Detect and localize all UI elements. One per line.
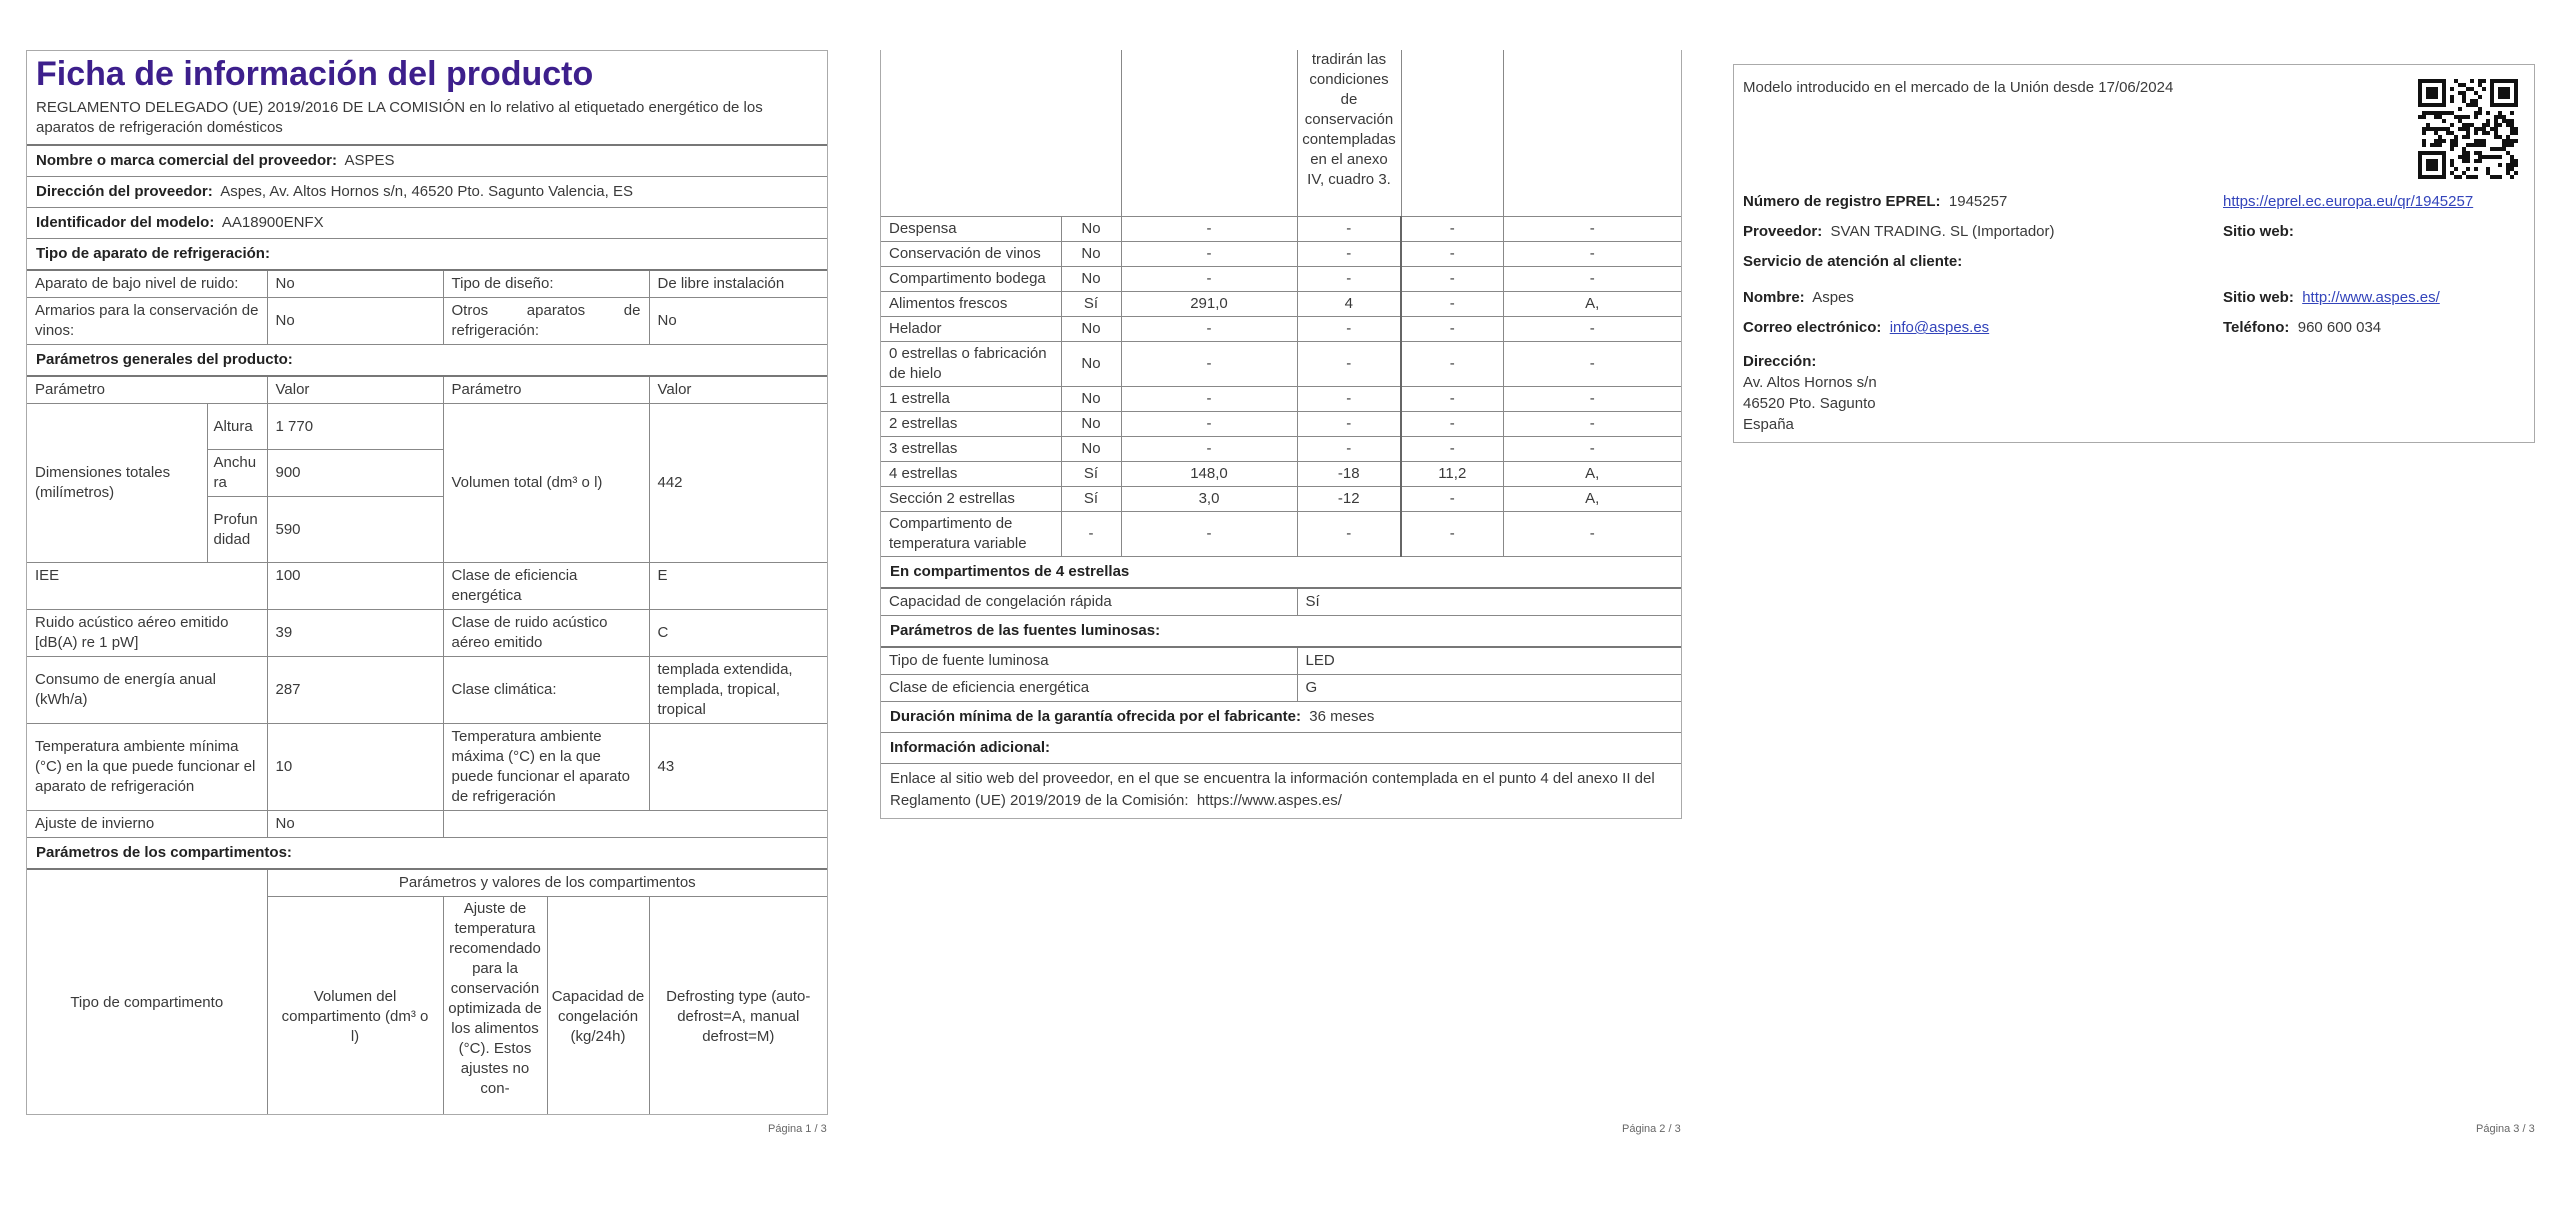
compartment-present: Sí xyxy=(1061,291,1121,316)
compartment-temp: - xyxy=(1297,411,1401,436)
supplier-website-link[interactable]: https://www.aspes.es/ xyxy=(1196,791,1342,809)
compartment-freeze: - xyxy=(1401,511,1503,556)
compartment-temp: - xyxy=(1297,341,1401,386)
compartment-name: 3 estrellas xyxy=(881,436,1061,461)
model-value: AA18900ENFX xyxy=(221,214,324,231)
page-number-3: Página 3 / 3 xyxy=(2476,1123,2535,1135)
provider-row: Proveedor: SVAN TRADING. SL (Importador) Sitio web: xyxy=(1743,223,2294,240)
compartment-defrost: - xyxy=(1503,216,1681,241)
regulation-text: REGLAMENTO DELEGADO (UE) 2019/2016 DE LA COMISIÓN en lo relativo al etiquetado energético de los aparatos de refrigeración domésticos xyxy=(36,99,763,136)
compartment-row xyxy=(881,486,1681,511)
compartment-present: - xyxy=(1061,511,1121,556)
compartment-name: 1 estrella xyxy=(881,386,1061,411)
page-title: Ficha de información del producto xyxy=(36,55,594,93)
appliance-type-table: Aparato de bajo nivel de ruido: No Tipo de diseño: De libre instalación Armarios para la conservación de vinos: No Otros aparatos de refrigeración: No xyxy=(27,269,827,345)
compartment-temp: -18 xyxy=(1297,461,1401,486)
compartment-row xyxy=(881,266,1681,291)
compartment-present: No xyxy=(1061,386,1121,411)
email-link[interactable]: info@aspes.es xyxy=(1889,319,1990,336)
compartment-temp: - xyxy=(1297,386,1401,411)
compartment-freeze: - xyxy=(1401,291,1503,316)
compartment-volume: - xyxy=(1121,511,1297,556)
compartment-defrost: A, xyxy=(1503,291,1681,316)
compartment-row xyxy=(881,241,1681,266)
compartment-present: No xyxy=(1061,216,1121,241)
compartment-present: Sí xyxy=(1061,486,1121,511)
compartment-temp: - xyxy=(1297,241,1401,266)
volume-value: 442 xyxy=(649,404,827,563)
compartment-freeze: - xyxy=(1401,486,1503,511)
height-value: 1 770 xyxy=(267,404,443,450)
winter-value: No xyxy=(267,811,443,838)
compartment-header-table: Tipo de compartimento Parámetros y valores de los compartimentos Volumen del compartimento (dm³ o l) Ajuste de temperatura recomendado para la conservación optimizada de los alimentos (°C). Estos ajustes no con- Capacidad de congelación (kg/24h) Defrosting type (auto-defrost=A, manual defrost=M) xyxy=(27,868,827,1115)
width-value: 900 xyxy=(267,450,443,497)
compartment-row xyxy=(881,411,1681,436)
compartment-volume: 3,0 xyxy=(1121,486,1297,511)
noise-class-value: C xyxy=(649,610,827,657)
compartment-defrost: A, xyxy=(1503,461,1681,486)
compartment-name: 0 estrellas o fabricación de hielo xyxy=(881,341,1061,386)
compartment-defrost: - xyxy=(1503,341,1681,386)
depth-value: 590 xyxy=(267,497,443,563)
compartment-name: 2 estrellas xyxy=(881,411,1061,436)
qr-code-icon[interactable] xyxy=(2418,79,2518,179)
address-value: Aspes, Av. Altos Hornos s/n, 46520 Pto. Sagunto Valencia, ES xyxy=(220,183,633,200)
general-params-heading: Parámetros generales del producto: xyxy=(36,351,293,368)
compartment-defrost: - xyxy=(1503,316,1681,341)
compartment-freeze: 11,2 xyxy=(1401,461,1503,486)
compartment-volume: - xyxy=(1121,216,1297,241)
compartment-row xyxy=(881,511,1681,556)
compartment-temp: 4 xyxy=(1297,291,1401,316)
light-class-value: G xyxy=(1297,674,1681,701)
compartment-volume: - xyxy=(1121,411,1297,436)
compartment-name: Helador xyxy=(881,316,1061,341)
four-star-heading: En compartimentos de 4 estrellas xyxy=(890,562,1130,580)
compartment-temp: - xyxy=(1297,436,1401,461)
compartment-temp: - xyxy=(1297,511,1401,556)
compartment-defrost: - xyxy=(1503,511,1681,556)
compartment-present: No xyxy=(1061,411,1121,436)
compartment-row xyxy=(881,316,1681,341)
provider-value: SVAN TRADING. SL (Importador) xyxy=(1830,223,2055,240)
address-row: Dirección del proveedor: Aspes, Av. Altos Hornos s/n, 46520 Pto. Sagunto Valencia, ES xyxy=(27,176,827,207)
compartment-row xyxy=(881,436,1681,461)
website-link[interactable]: http://www.aspes.es/ xyxy=(2302,289,2440,306)
compartment-row xyxy=(881,386,1681,411)
max-temp-value: 43 xyxy=(649,724,827,811)
name-value: Aspes xyxy=(1812,289,1854,306)
compartment-freeze: - xyxy=(1401,241,1503,266)
noise-value: 39 xyxy=(267,610,443,657)
iee-value: 100 xyxy=(267,563,443,610)
compartment-volume: - xyxy=(1121,241,1297,266)
compartment-name: 4 estrellas xyxy=(881,461,1061,486)
energy-class-value: E xyxy=(649,563,827,610)
compartment-volume: - xyxy=(1121,436,1297,461)
supplier-row: Nombre o marca comercial del proveedor: ASPES xyxy=(27,144,827,176)
min-temp-value: 10 xyxy=(267,724,443,811)
compartment-name: Conservación de vinos xyxy=(881,241,1061,266)
compartment-defrost: - xyxy=(1503,241,1681,266)
page-number-2: Página 2 / 3 xyxy=(1622,1123,1681,1135)
compartment-volume: 148,0 xyxy=(1121,461,1297,486)
compartment-freeze: - xyxy=(1401,436,1503,461)
compartment-row xyxy=(881,461,1681,486)
light-params-heading: Parámetros de las fuentes luminosas: xyxy=(890,621,1161,639)
compartment-present: No xyxy=(1061,241,1121,266)
compartment-name: Despensa xyxy=(881,216,1061,241)
general-params-table: Parámetro Valor Parámetro Valor Dimensiones totales (milímetros) Altura 1 770 Volumen total (dm³ o l) 442 Anchura 900 Profundidad 590 IEE 100 Clase de eficiencia energética E Ruido acústico aéreo emitido [dB(A) re 1 pW] 39 Clase de ruido acústico aéreo emitido C Consumo de energía anual (kWh/a) 287 Clase climática: templada extendida, templada, tropical, tropical Temperatura ambiente mínima (°C) en la que puede funcionar el aparato de refrigeración 10 Temperatura ambiente máxima (°C) en la que puede funcionar el aparato de refrigeración 43 Ajuste de invierno No xyxy=(27,375,827,838)
fast-freeze-table: Capacidad de congelación rápida Sí xyxy=(881,587,1681,616)
compartment-volume: - xyxy=(1121,266,1297,291)
address-block: Dirección: Av. Altos Hornos s/n 46520 Pto. Sagunto España xyxy=(1743,353,1877,433)
page-3 xyxy=(1733,64,2535,443)
eprel-row: Número de registro EPREL: 1945257 https://eprel.ec.europa.eu/qr/1945257 xyxy=(1734,187,2534,217)
compartment-temp: - xyxy=(1297,216,1401,241)
light-table: Tipo de fuente luminosa LED Clase de eficiencia energética G xyxy=(881,646,1681,702)
warranty-value: 36 meses xyxy=(1309,707,1375,725)
additional-info-text: Enlace al sitio web del proveedor, en el que se encuentra la información contemplada en el punto 4 del anexo II del Reglamento (UE) 2019/2019 de la Comisión: https://www.aspes.es/ xyxy=(881,763,1681,818)
compartment-name: Compartimento bodega xyxy=(881,266,1061,291)
page-2 xyxy=(880,50,1682,819)
compartment-name: Sección 2 estrellas xyxy=(881,486,1061,511)
compartment-defrost: - xyxy=(1503,386,1681,411)
compartment-defrost: A, xyxy=(1503,486,1681,511)
fast-freeze-value: Sí xyxy=(1297,588,1681,616)
compartment-table xyxy=(881,50,1681,557)
compartment-freeze: - xyxy=(1401,386,1503,411)
compartment-present: Sí xyxy=(1061,461,1121,486)
compartment-volume: - xyxy=(1121,386,1297,411)
appliance-type-heading: Tipo de aparato de refrigeración: xyxy=(27,238,827,269)
compartment-freeze: - xyxy=(1401,216,1503,241)
compartment-present: No xyxy=(1061,316,1121,341)
phone-value: 960 600 034 xyxy=(2297,319,2382,336)
temp-header-continuation: tradirán las condiciones de conservación contempladas en el anexo IV, cuadro 3. xyxy=(1297,50,1401,216)
compartment-name: Compartimento de temperatura variable xyxy=(881,511,1061,556)
compartment-row xyxy=(881,216,1681,241)
climate-value: templada extendida, templada, tropical, tropical xyxy=(649,657,827,724)
consumption-value: 287 xyxy=(267,657,443,724)
compartment-freeze: - xyxy=(1401,266,1503,291)
compartment-params-heading: Parámetros de los compartimentos: xyxy=(36,844,292,861)
model-row: Identificador del modelo: AA18900ENFX xyxy=(27,207,827,238)
compartment-temp: -12 xyxy=(1297,486,1401,511)
eprel-link[interactable]: https://eprel.ec.europa.eu/qr/1945257 xyxy=(2223,193,2474,210)
additional-info-heading: Información adicional: xyxy=(881,732,1681,763)
warranty-row: Duración mínima de la garantía ofrecida por el fabricante: 36 meses xyxy=(890,707,1375,725)
compartment-row xyxy=(881,341,1681,386)
compartment-present: No xyxy=(1061,436,1121,461)
compartment-freeze: - xyxy=(1401,411,1503,436)
market-text: Modelo introducido en el mercado de la Unión desde 17/06/2024 xyxy=(1743,79,2174,96)
compartment-freeze: - xyxy=(1401,316,1503,341)
page-1 xyxy=(26,50,828,1115)
customer-service-heading: Servicio de atención al cliente: xyxy=(1743,253,1963,270)
supplier-value: ASPES xyxy=(344,152,395,169)
compartment-defrost: - xyxy=(1503,436,1681,461)
compartment-freeze: - xyxy=(1401,341,1503,386)
page-number-1: Página 1 / 3 xyxy=(768,1123,827,1135)
compartment-temp: - xyxy=(1297,316,1401,341)
compartment-present: No xyxy=(1061,341,1121,386)
light-type-value: LED xyxy=(1297,647,1681,675)
compartment-name: Alimentos frescos xyxy=(881,291,1061,316)
compartment-volume: - xyxy=(1121,316,1297,341)
compartment-volume: 291,0 xyxy=(1121,291,1297,316)
compartment-present: No xyxy=(1061,266,1121,291)
compartment-defrost: - xyxy=(1503,266,1681,291)
email-row: Correo electrónico: info@aspes.es Teléfono: 960 600 034 xyxy=(1734,313,2534,343)
eprel-value: 1945257 xyxy=(1948,193,2008,210)
name-row: Nombre: Aspes Sitio web: http://www.aspes.es/ xyxy=(1734,283,2534,313)
compartment-defrost: - xyxy=(1503,411,1681,436)
compartment-volume: - xyxy=(1121,341,1297,386)
compartment-temp: - xyxy=(1297,266,1401,291)
compartment-row xyxy=(881,291,1681,316)
